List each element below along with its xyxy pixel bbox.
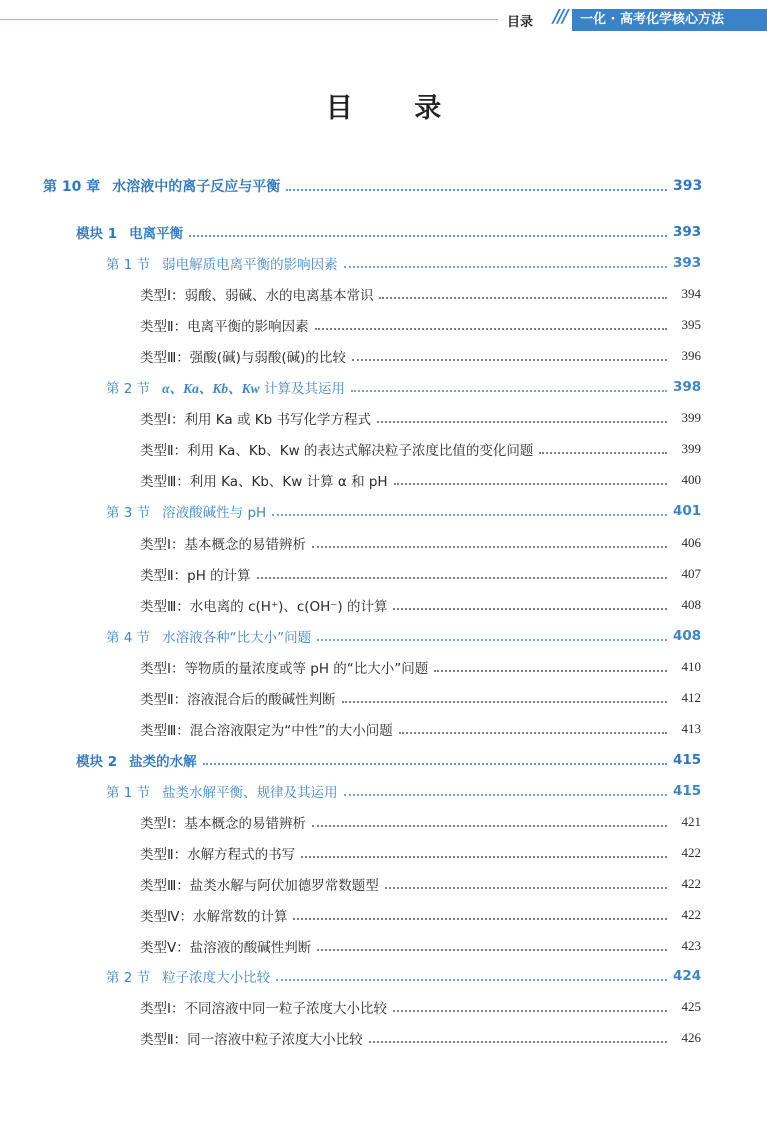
toc-type[interactable] [140, 532, 701, 554]
toc-type[interactable] [140, 656, 701, 678]
toc-type[interactable] [140, 469, 701, 491]
page-number: 421 [681, 814, 701, 829]
toc-type[interactable] [140, 314, 701, 336]
leader-dots [257, 576, 667, 579]
type-title: 类型Ⅲ：利用 Ka、Kb、Kw 计算 α 和 pH [140, 474, 388, 490]
toc-type[interactable] [140, 687, 701, 709]
leader-dots [351, 389, 667, 392]
page-title: 目 录 [325, 93, 468, 124]
leader-dots [342, 700, 667, 703]
leader-dots [369, 1040, 667, 1043]
toc-type[interactable] [140, 842, 701, 864]
leader-dots [394, 482, 667, 485]
module-title: 盐类的水解 [129, 754, 197, 770]
header-section-label: 目录 [507, 15, 534, 30]
module-number: 模块 1 [76, 226, 118, 242]
toc-type[interactable] [140, 438, 701, 460]
type-title: 类型Ⅰ：弱酸、弱碱、水的电离基本常识 [140, 288, 374, 304]
toc-module[interactable] [76, 749, 701, 771]
leader-dots [276, 978, 667, 981]
toc-type[interactable] [140, 407, 701, 429]
page-number: 400 [681, 472, 701, 487]
section-number: 第 2 节 [106, 970, 151, 986]
leader-dots [344, 793, 667, 796]
chapter-title: 水溶液中的离子反应与平衡 [112, 179, 281, 195]
type-title: 类型Ⅱ：溶液混合后的酸碱性判断 [140, 692, 336, 708]
toc-section[interactable] [106, 376, 701, 398]
page-number: 422 [681, 845, 701, 860]
leader-dots [379, 296, 667, 299]
page-number: 393 [673, 255, 702, 271]
toc-type[interactable] [140, 935, 701, 957]
type-title: 类型Ⅰ：不同溶液中同一粒子浓度大小比较 [140, 1001, 387, 1017]
toc-type[interactable] [140, 996, 701, 1018]
page-number: 398 [673, 379, 702, 395]
header-rule [0, 19, 498, 20]
leader-dots [312, 545, 667, 548]
module-title: 电离平衡 [129, 226, 184, 242]
toc-section[interactable] [106, 500, 701, 522]
leader-dots [434, 669, 667, 672]
page-number: 422 [681, 907, 701, 922]
toc-type[interactable] [140, 718, 701, 740]
section-number: 第 1 节 [106, 785, 151, 801]
leader-dots [317, 948, 667, 951]
page-number: 413 [681, 721, 701, 736]
type-title: 类型Ⅱ：利用 Ka、Kb、Kw 的表达式解决粒子浓度比值的变化问题 [140, 443, 534, 459]
toc-section[interactable] [106, 252, 701, 274]
page-number: 424 [673, 968, 702, 984]
leader-dots [399, 731, 667, 734]
section-title: 溶液酸碱性与 pH [162, 505, 267, 521]
leader-dots [352, 358, 667, 361]
toc-type[interactable] [140, 873, 701, 895]
header-slash-decoration: /// [553, 6, 567, 27]
type-title: 类型Ⅰ：利用 Ka 或 Kb 书写化学方程式 [140, 412, 371, 428]
toc-type[interactable] [140, 345, 701, 367]
page-number: 426 [681, 1030, 701, 1045]
leader-dots [312, 824, 667, 827]
leader-dots [315, 327, 667, 330]
leader-dots [203, 762, 667, 765]
type-title: 类型Ⅱ：电离平衡的影响因素 [140, 319, 309, 335]
type-title: 类型Ⅰ：基本概念的易错辨析 [140, 537, 306, 553]
page-number: 407 [681, 566, 701, 581]
leader-dots [377, 420, 667, 423]
toc-module[interactable] [76, 221, 701, 243]
section-formula: α、Ka、Kb、Kw [162, 381, 260, 396]
leader-dots [272, 513, 667, 516]
toc-type[interactable] [140, 811, 701, 833]
module-number: 模块 2 [76, 754, 118, 770]
toc-chapter[interactable] [43, 175, 701, 197]
type-title: 类型Ⅱ：水解方程式的书写 [140, 847, 296, 863]
section-title: 弱电解质电离平衡的影响因素 [162, 257, 338, 273]
section-number: 第 2 节 [106, 381, 151, 397]
page-number: 415 [673, 783, 702, 799]
page-number: 408 [681, 597, 701, 612]
leader-dots [539, 451, 667, 454]
toc-section[interactable] [106, 625, 701, 647]
leader-dots [393, 1009, 667, 1012]
page-number: 393 [673, 224, 702, 240]
type-title: 类型Ⅴ：盐溶液的酸碱性判断 [140, 940, 312, 956]
leader-dots [293, 917, 667, 920]
leader-dots [393, 607, 667, 610]
section-number: 第 4 节 [106, 630, 151, 646]
type-title: 类型Ⅲ：盐类水解与阿伏加德罗常数题型 [140, 878, 379, 894]
page-number: 396 [681, 348, 701, 363]
page-number: 406 [681, 535, 701, 550]
page-number: 415 [673, 752, 702, 768]
page-number: 399 [681, 441, 701, 456]
page-number: 399 [681, 410, 701, 425]
type-title: 类型Ⅱ：同一溶液中粒子浓度大小比较 [140, 1032, 363, 1048]
header-series-title: 一化 · 高考化学核心方法 [572, 9, 767, 31]
toc-type[interactable] [140, 283, 701, 305]
page-number: 412 [681, 690, 701, 705]
page-number: 422 [681, 876, 701, 891]
toc-type[interactable] [140, 563, 701, 585]
section-title: 水溶液各种“比大小”问题 [162, 630, 312, 646]
toc-type[interactable] [140, 904, 701, 926]
leader-dots [189, 234, 667, 237]
page-number: 393 [673, 178, 703, 194]
section-number: 第 3 节 [106, 505, 151, 521]
page-number: 394 [681, 286, 701, 301]
section-title: 计算及其运用 [259, 381, 345, 397]
leader-dots [301, 855, 667, 858]
page-number: 395 [681, 317, 701, 332]
type-title: 类型Ⅰ：等物质的量浓度或等 pH 的“比大小”问题 [140, 661, 429, 677]
toc-section[interactable] [106, 965, 701, 987]
leader-dots [317, 638, 667, 641]
page-number: 408 [673, 628, 702, 644]
leader-dots [344, 265, 667, 268]
page-number: 423 [681, 938, 701, 953]
leader-dots [286, 188, 667, 191]
toc-type[interactable] [140, 594, 701, 616]
page-number: 410 [681, 659, 701, 674]
page-number: 401 [673, 503, 702, 519]
type-title: 类型Ⅰ：基本概念的易错辨析 [140, 816, 306, 832]
page-number: 425 [681, 999, 701, 1014]
chapter-number: 第 10 章 [43, 179, 101, 195]
type-title: 类型Ⅳ：水解常数的计算 [140, 909, 288, 925]
leader-dots [385, 886, 667, 889]
section-title: 粒子浓度大小比较 [162, 970, 271, 986]
type-title: 类型Ⅱ：pH 的计算 [140, 568, 251, 584]
section-number: 第 1 节 [106, 257, 151, 273]
type-title: 类型Ⅲ：混合溶液限定为“中性”的大小问题 [140, 723, 393, 739]
type-title: 类型Ⅲ：强酸(碱)与弱酸(碱)的比较 [140, 350, 346, 366]
toc-section[interactable] [106, 780, 701, 802]
type-title: 类型Ⅲ：水电离的 c(H⁺)、c(OH⁻) 的计算 [140, 599, 388, 615]
toc-type[interactable] [140, 1027, 701, 1049]
section-title: 盐类水解平衡、规律及其运用 [162, 785, 338, 801]
